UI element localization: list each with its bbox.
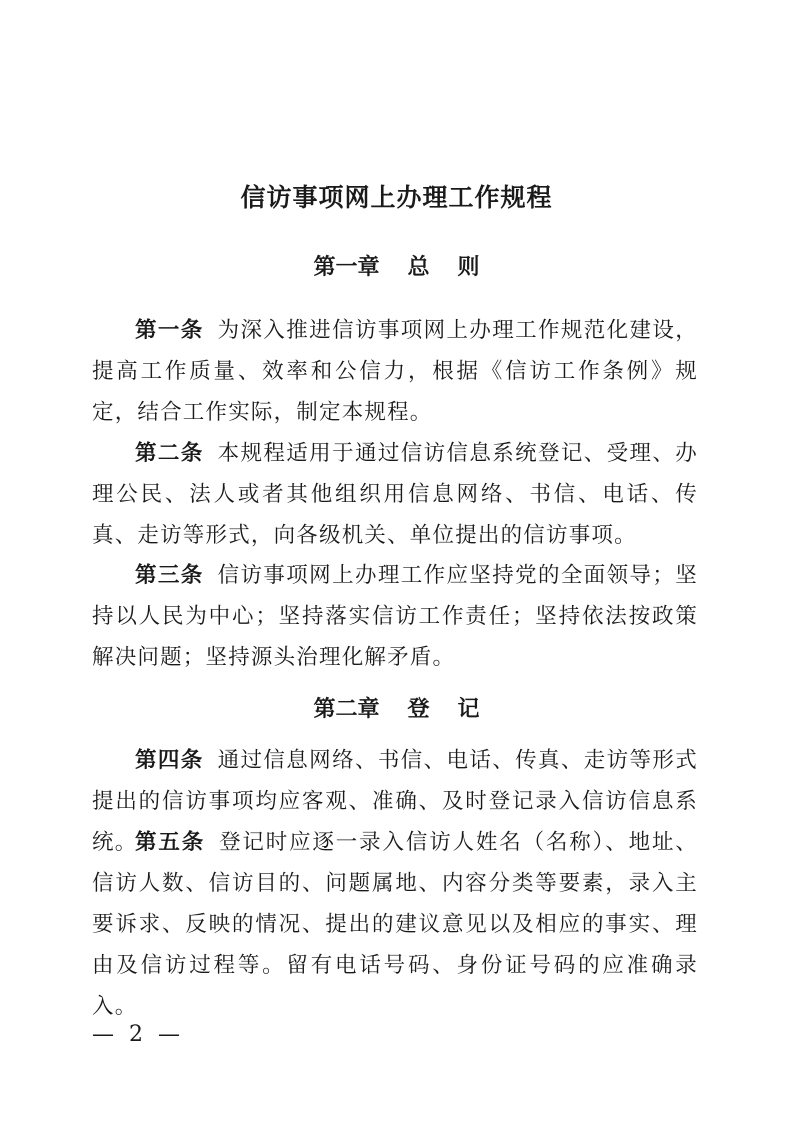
article-text: 为深入推进信访事项网上办理工作规范化建设，提高工作质量、效率和公信力，根据《信访工作条例》规定，结合工作实际，制定本规程。	[92, 318, 698, 425]
article-2	[92, 433, 698, 556]
article-text: 本规程适用于通过信访信息系统登记、受理、办理公民、法人或者其他组织用信息网络、书信、电话、传真、走访等形式，向各级机关、单位提出的信访事项。	[92, 441, 698, 548]
chapter-title: 总则	[407, 255, 508, 280]
article-5	[92, 822, 698, 1027]
chapter-number: 第一章	[313, 255, 380, 280]
article-label: 第一条	[135, 318, 204, 343]
article-label: 第五条	[135, 830, 206, 855]
article-label: 第二条	[135, 441, 204, 466]
article-text: 通过信息网络、书信、电话、传真、走访等形式提出的信访事项均应客观、准确、及时登记录入信访信息系统。	[92, 748, 698, 855]
page-number: — 2 —	[92, 1022, 184, 1047]
article-label: 第四条	[135, 748, 204, 773]
chapter-heading-2	[0, 692, 793, 723]
chapter-title: 登记	[407, 697, 508, 722]
document-title: 信访事项网上办理工作规程	[240, 183, 553, 212]
chapter-number: 第二章	[313, 697, 380, 722]
article-3	[92, 555, 698, 678]
article-text: 登记时应逐一录入信访人姓名（名称）、地址、信访人数、信访目的、问题属地、内容分类等要素，录入主要诉求、反映的情况、提出的建议意见以及相应的事实、理由及信访过程等。留有电话号码、身份证号码的应准确录入。	[92, 830, 699, 1019]
article-text: 信访事项网上办理工作应坚持党的全面领导；坚持以人民为中心；坚持落实信访工作责任；坚持依法按政策解决问题；坚持源头治理化解矛盾。	[92, 563, 698, 670]
article-1	[92, 310, 698, 433]
article-label: 第三条	[135, 563, 204, 588]
chapter-heading-1	[0, 250, 793, 281]
